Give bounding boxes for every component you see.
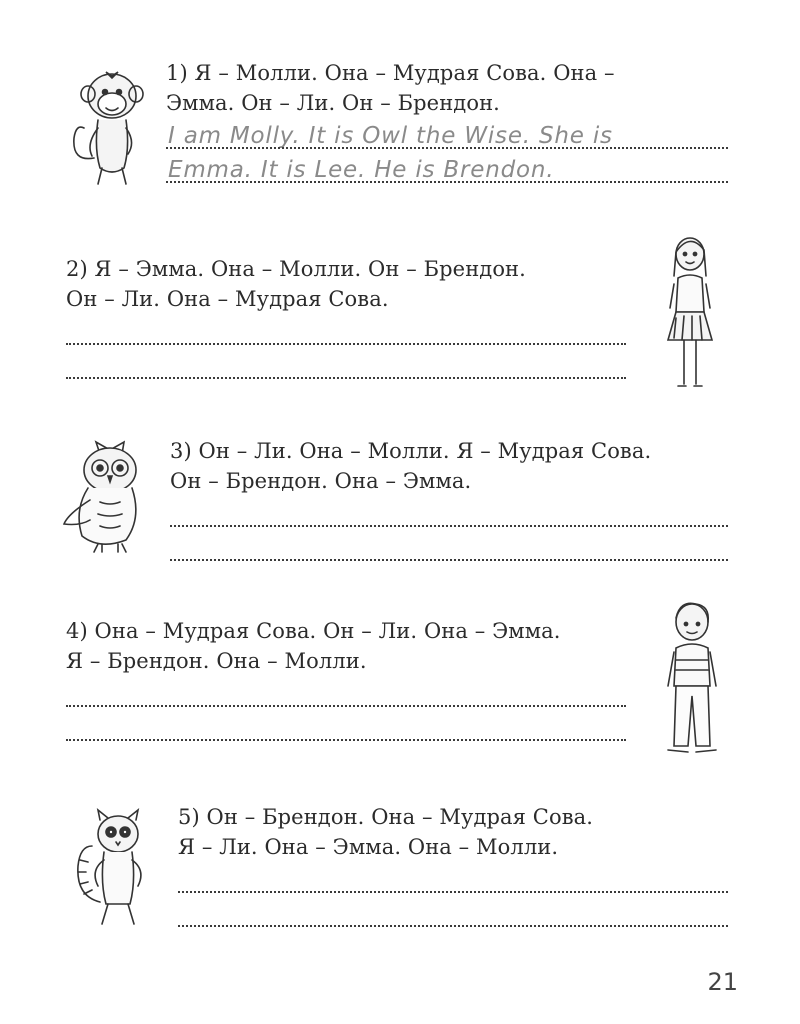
answer-line[interactable] bbox=[66, 348, 626, 382]
exercise-number: 4) bbox=[66, 619, 88, 643]
exercise-number: 3) bbox=[170, 439, 192, 463]
exercise-line: 2) Я – Эмма. Она – Молли. Он – Брендон. bbox=[66, 257, 526, 281]
answer-line[interactable] bbox=[178, 862, 728, 896]
answer-line[interactable] bbox=[178, 896, 728, 930]
exercise-line: Он – Ли. Она – Мудрая Сова. bbox=[66, 287, 389, 311]
answer-line[interactable] bbox=[166, 152, 728, 186]
answer-line[interactable] bbox=[170, 496, 728, 530]
answer-line[interactable] bbox=[166, 118, 728, 152]
lemur-icon bbox=[70, 806, 160, 930]
exercise-1 bbox=[166, 58, 728, 186]
monkey-icon bbox=[62, 58, 154, 190]
owl-icon bbox=[60, 440, 160, 556]
answer-line[interactable] bbox=[66, 676, 626, 710]
exercise-line: Я – Ли. Она – Эмма. Она – Молли. bbox=[178, 835, 559, 859]
girl-icon bbox=[656, 228, 726, 400]
answer-line[interactable] bbox=[170, 530, 728, 564]
exercise-2 bbox=[66, 254, 626, 382]
exercise-line: 1) Я – Молли. Она – Мудрая Сова. Она – bbox=[166, 61, 615, 85]
exercise-3 bbox=[170, 436, 728, 564]
exercise-line: Эмма. Он – Ли. Он – Брендон. bbox=[166, 91, 500, 115]
answer-line[interactable] bbox=[66, 710, 626, 744]
exercise-number: 2) bbox=[66, 257, 88, 281]
exercise-number: 5) bbox=[178, 805, 200, 829]
boy-icon bbox=[656, 596, 726, 766]
answer-line[interactable] bbox=[66, 314, 626, 348]
page-number: 21 bbox=[707, 968, 738, 996]
exercise-line: Я – Брендон. Она – Молли. bbox=[66, 649, 367, 673]
exercise-number: 1) bbox=[166, 61, 188, 85]
exercise-5 bbox=[178, 802, 728, 930]
exercise-line: 5) Он – Брендон. Она – Мудрая Сова. bbox=[178, 805, 594, 829]
handwritten-answer: I am Molly. It is Owl the Wise. She is bbox=[168, 123, 613, 149]
exercise-line: 3) Он – Ли. Она – Молли. Я – Мудрая Сова. bbox=[170, 439, 652, 463]
handwritten-answer: Emma. It is Lee. He is Brendon. bbox=[168, 157, 555, 183]
exercise-4 bbox=[66, 616, 626, 744]
exercise-line: Он – Брендон. Она – Эмма. bbox=[170, 469, 472, 493]
exercise-line: 4) Она – Мудрая Сова. Он – Ли. Она – Эмма. bbox=[66, 619, 561, 643]
